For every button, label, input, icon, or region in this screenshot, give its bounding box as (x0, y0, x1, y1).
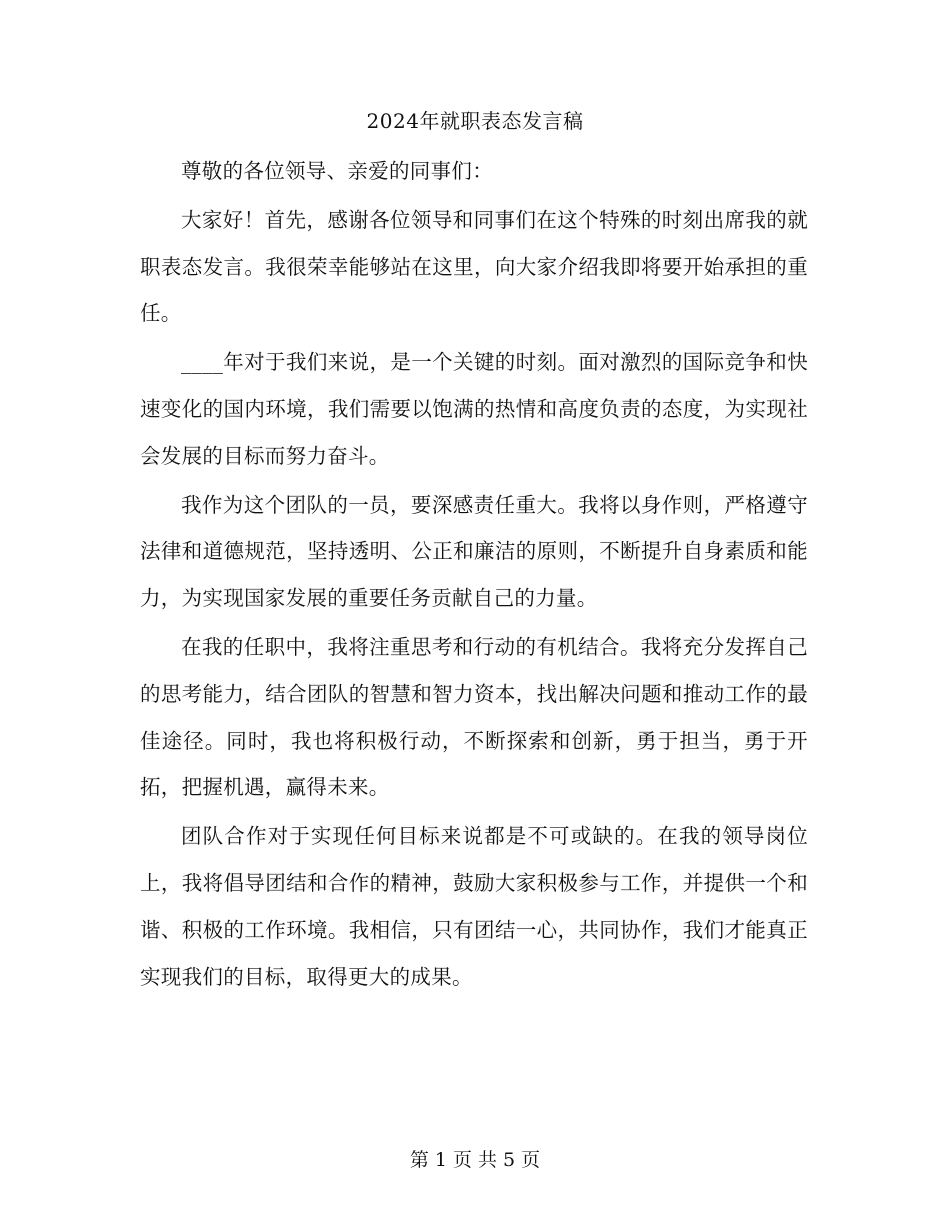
salutation: 尊敬的各位领导、亲爱的同事们： (181, 159, 493, 183)
paragraph-greeting: 大家好！首先，感谢各位领导和同事们在这个特殊的时刻出席我的就职表态发言。我很荣幸能够站在这里，向大家介绍我即将要开始承担的重任。 (140, 207, 808, 326)
paragraph-year: ____年对于我们来说，是一个关键的时刻。面对激烈的国际竞争和快速变化的国内环境，我们需要以饱满的热情和高度负责的态度，为实现社会发展的目标而努力奋斗。 (140, 350, 808, 468)
document-title: 2024年就职表态发言稿 (366, 109, 584, 133)
current-page-number: 1 (434, 1149, 447, 1171)
document-body (140, 148, 808, 1002)
footer-page-word: 页 (452, 1149, 472, 1171)
footer-total-prefix: 共 (478, 1149, 498, 1171)
footer-total-suffix: 页 (521, 1149, 541, 1171)
paragraph-responsibility: 我作为这个团队的一员，要深感责任重大。我将以身作则，严格遵守法律和道德规范，坚持透明、公正和廉洁的原则，不断提升自身素质和能力，为实现国家发展的重要任务贡献自己的力量。 (140, 492, 808, 611)
paragraph-thinking-action: 在我的任职中，我将注重思考和行动的有机结合。我将充分发挥自己的思考能力，结合团队的智慧和智力资本，找出解决问题和推动工作的最佳途径。同时，我也将积极行动，不断探索和创新，勇于担当，勇于开拓，把握机遇，赢得未来。 (140, 634, 808, 800)
page-footer (0, 1146, 950, 1174)
paragraph-teamwork: 团队合作对于实现任何目标来说都是不可或缺的。在我的领导岗位上，我将倡导团结和合作的精神，鼓励大家积极参与工作，并提供一个和谐、积极的工作环境。我相信，只有团结一心，共同协作，我们才能真正实现我们的目标，取得更大的成果。 (140, 824, 808, 989)
total-pages-number: 5 (503, 1149, 516, 1171)
footer-prefix: 第 (409, 1149, 429, 1171)
